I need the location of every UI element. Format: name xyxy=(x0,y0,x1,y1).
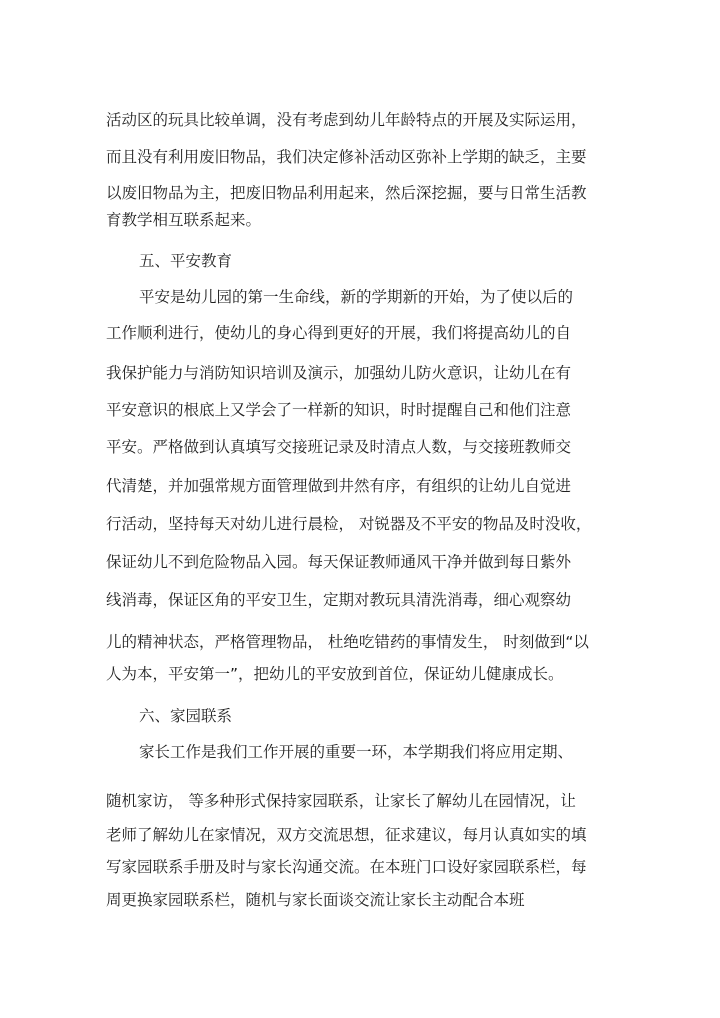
paragraph-line: 代清楚，并加强常规方面管理做到井然有序，有组织的让幼儿自觉进 xyxy=(106,477,572,495)
paragraph-line: 老师了解幼儿在家情况，双方交流思想，征求建议，每月认真如实的填 xyxy=(106,826,587,844)
paragraph-line: 周更换家园联系栏，随机与家长面谈交流让家长主动配合本班 xyxy=(106,891,525,909)
paragraph-line: 儿的精神状态，严格管理物品， 杜绝吃错药的事情发生， 时刻做到“以 xyxy=(106,633,589,651)
paragraph-line: 平安。严格做到认真填写交接班记录及时清点人数，与交接班教师交 xyxy=(106,438,572,456)
paragraph-line: 育教学相互联系起来。 xyxy=(106,211,262,229)
paragraph-line: 平安意识的根底上又学会了一样新的知识，时时提醒自己和他们注意 xyxy=(106,401,572,419)
section-heading: 五、平安教育 xyxy=(139,252,233,270)
paragraph-line: 工作顺利进行，使幼儿的身心得到更好的开展，我们将提高幼儿的自 xyxy=(106,324,572,342)
paragraph-line: 以废旧物品为主，把废旧物品利用起来，然后深挖掘，要与日常生活教 xyxy=(106,184,587,202)
section-heading: 六、家园联系 xyxy=(139,707,233,725)
paragraph-line: 保证幼儿不到危险物品入园。每天保证教师通风干净并做到每日紫外 xyxy=(106,553,572,571)
paragraph-line: 我保护能力与消防知识培训及演示，加强幼儿防火意识，让幼儿在有 xyxy=(106,364,572,382)
paragraph-line: 家长工作是我们工作开展的重要一环，本学期我们将应用定期、 xyxy=(139,743,574,761)
paragraph-line: 行活动，坚持每天对幼儿进行晨检， 对锐器及不平安的物品及时没收， xyxy=(106,515,592,533)
paragraph-line: 平安是幼儿园的第一生命线，新的学期新的开始，为了使以后的 xyxy=(139,288,574,306)
paragraph-line: 活动区的玩具比较单调，没有考虑到幼儿年龄特点的开展及实际运用， xyxy=(106,111,587,129)
paragraph-line: 线消毒，保证区角的平安卫生，定期对教玩具清洗消毒，细心观察幼 xyxy=(106,591,572,609)
paragraph-line: 写家园联系手册及时与家长沟通交流。在本班门口设好家园联系栏，每 xyxy=(106,858,587,876)
paragraph-line: 而且没有利用废旧物品，我们决定修补活动区弥补上学期的缺乏，主要 xyxy=(106,148,587,166)
paragraph-line: 人为本，平安第一”，把幼儿的平安放到首位，保证幼儿健康成长。 xyxy=(106,665,564,683)
paragraph-line: 随机家访， 等多种形式保持家园联系，让家长了解幼儿在园情况，让 xyxy=(106,792,576,810)
